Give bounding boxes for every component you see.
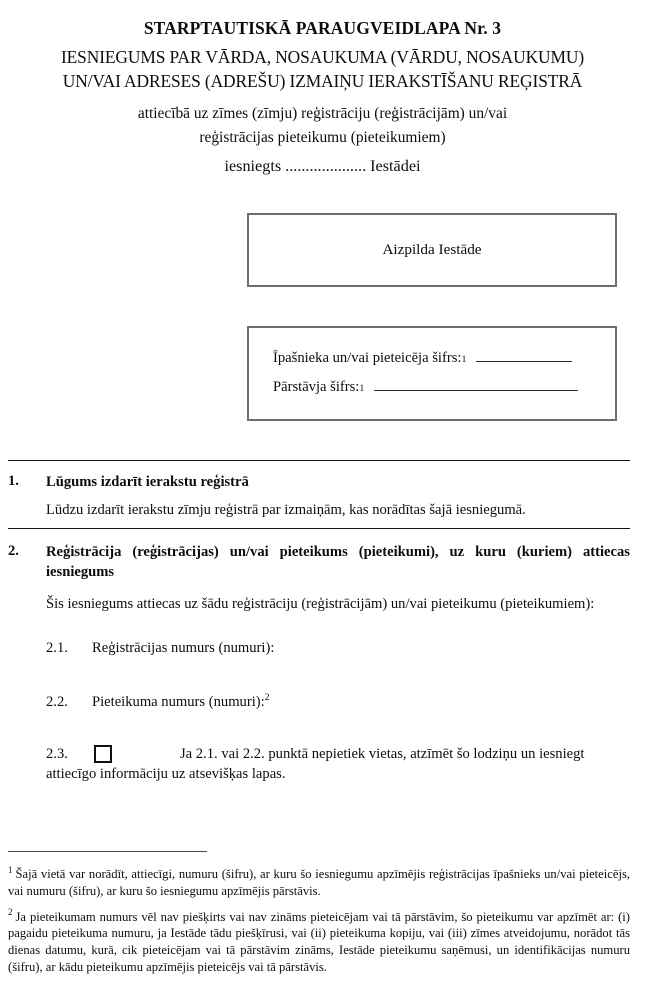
representative-code-label: Pārstāvja šifrs: [273, 378, 360, 395]
subitem-2-1-label: Reģistrācijas numurs (numuri): [92, 640, 275, 656]
footnote-1 [8, 866, 630, 900]
section-1 [8, 473, 630, 520]
subitem-2-1-number: 2.1. [46, 640, 68, 656]
subitem-2-2 [46, 692, 630, 712]
footnote-2 [8, 909, 630, 976]
subitem-2-2-label [92, 694, 270, 710]
owner-code-row: Īpašnieka un/vai pieteicēja šifrs: 1 [273, 347, 615, 367]
purpose-line-2: reģistrācijas pieteikumu (pieteikumiem) [199, 129, 446, 146]
subitem-2-3 [46, 744, 630, 784]
subitem-2-1 [46, 638, 630, 658]
footnote-1-text: Šajā vietā var norādīt, attiecīgi, numuru (šifru), ar kuru šo iesniegumu apzīmējis reģistrācijas īpašnieks un/vai pieteicējs, vai numuru (šifru), ar kuru šo iesniegumu apzīmējis pārstāvis. [8, 867, 630, 898]
page-title: STARPTAUTISKĀ PARAUGVEIDLAPA Nr. 3 [143, 18, 502, 38]
footnote-2-marker: 2 [8, 907, 13, 918]
subitem-2-3-label: Ja 2.1. vai 2.2. punktā nepietiek vietas, atzīmēt šo lodziņu un iesniegt attiecīgo informāciju uz atsevišķas lapas. [46, 746, 585, 782]
owner-code-label: Īpašnieka un/vai pieteicēja šifrs: [273, 349, 462, 366]
footnotes [8, 866, 630, 985]
subtitle-line-1: IESNIEGUMS PAR VĀRDA, NOSAUKUMA (VĀRDU, NOSAUKUMU) [60, 47, 585, 67]
section-1-number: 1. [8, 473, 19, 489]
footnote-1-marker: 1 [8, 864, 13, 875]
section-1-body: Lūdzu izdarīt ierakstu zīmju reģistrā par izmaiņām, kas norādītas šajā iesniegumā. [46, 501, 526, 518]
submitted-to-office-line: iesniegts .................... Iestādei [224, 157, 421, 175]
extra-sheet-checkbox[interactable] [94, 745, 112, 763]
office-use-box-label: Aizpilda Iestāde [382, 241, 482, 258]
subitem-2-2-footnote-marker: 2 [264, 692, 270, 704]
footnote-2-text: Ja pieteikumam numurs vēl nav piešķirts vai nav zināms pieteicējam vai tā pārstāvim, šo pieteikumu var apzīmēt ar: (i) pagaidu pieteikuma numuru, ja Iestāde tādu piešķīrusi, vai (ii) pieteikuma kopiju, vai (iii) zīmes atveidojumu, norādot tās dienas datumu, kurā, cik pieteicējam vai tā pārstāvim zināms, Iestāde pieteikumu saņēmusi, un identifikācijas numuru (šifru), ar kādu pieteikumu apzīmējis pieteicējs vai tā pārstāvis. [8, 909, 630, 974]
subitem-2-2-text: Pieteikuma numurs (numuri): [92, 694, 265, 710]
purpose-line-1: attiecībā uz zīmes (zīmju) reģistrāciju (reģistrācijām) un/vai [137, 105, 508, 122]
representative-code-row: Pārstāvja šifrs: 1 [273, 376, 615, 396]
subitem-2-2-number: 2.2. [46, 694, 68, 710]
section-1-heading: Lūgums izdarīt ierakstu reģistrā [46, 474, 249, 490]
document-purpose [0, 102, 645, 150]
section-divider-bottom [8, 528, 630, 529]
subtitle-line-2: UN/VAI ADRESES (ADREŠU) IZMAIŅU IERAKSTĪŠANU REĢISTRĀ [62, 71, 583, 91]
subitem-2-3-number: 2.3. [46, 746, 68, 762]
section-2-number: 2. [8, 543, 19, 559]
section-2-heading: Reģistrācija (reģistrācijas) un/vai pieteikums (pieteikumi), uz kuru (kuriem) attiecas iesniegums [46, 544, 630, 580]
representative-code-input[interactable] [374, 376, 578, 391]
owner-code-input[interactable] [476, 347, 572, 362]
reference-codes-box [247, 326, 617, 421]
section-2-body: Šis iesniegums attiecas uz šādu reģistrāciju (reģistrācijām) un/vai pieteikumu (pieteikumiem): [46, 596, 595, 612]
office-use-box [247, 213, 617, 287]
footnote-separator [8, 851, 207, 852]
section-divider-top [8, 460, 630, 461]
document-subtitle [0, 45, 645, 93]
section-2 [8, 543, 630, 614]
